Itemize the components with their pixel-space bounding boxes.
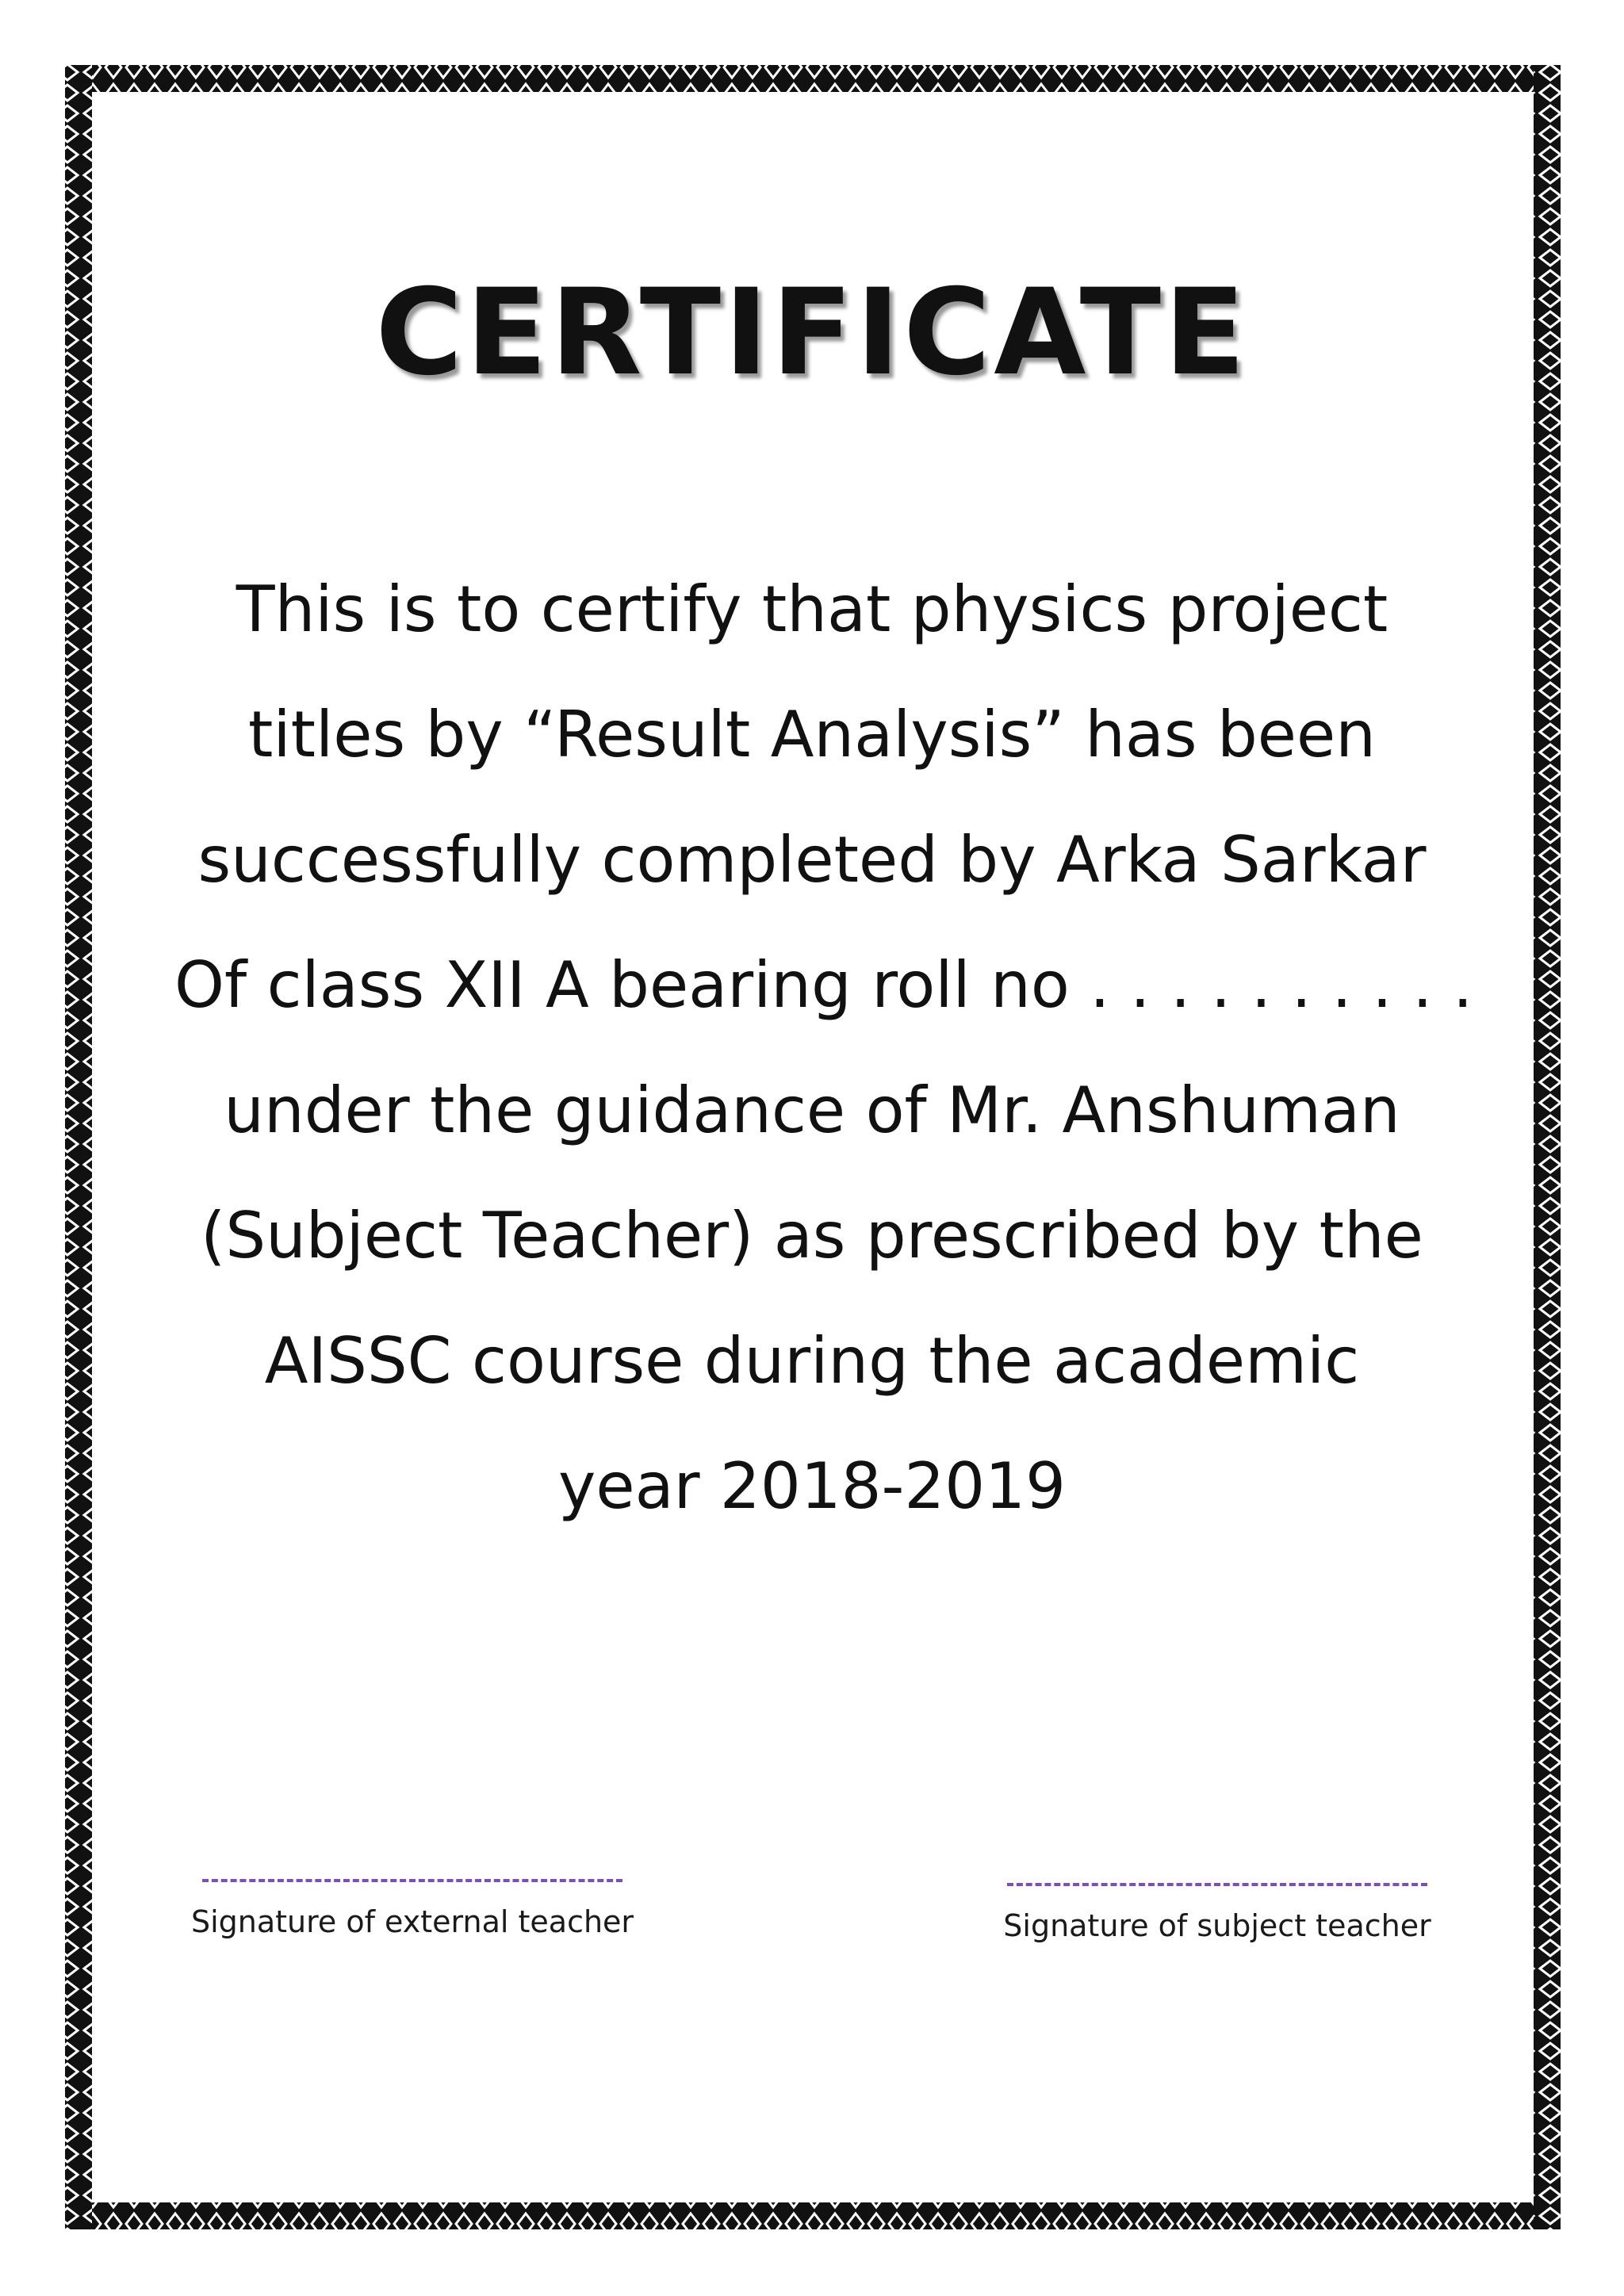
body-line: (Subject Teacher) as prescribed by the (201, 1199, 1423, 1272)
body-line: titles by “Result Analysis” has been (248, 698, 1376, 771)
signature-line (1007, 1883, 1427, 1886)
external-teacher-signature-label: Signature of external teacher (190, 1904, 634, 1939)
subject-teacher-signature-label: Signature of subject teacher (1003, 1908, 1431, 1943)
body-line: Of class XII A bearing roll no . . . . . . . . . . (174, 948, 1473, 1022)
body-line: under the guidance of Mr. Anshuman (224, 1073, 1400, 1147)
external-teacher-signature-block (190, 1879, 634, 1939)
body-line: AISSC course during the academic (264, 1324, 1360, 1398)
certificate-body (174, 547, 1473, 1549)
body-line: This is to certify that physics project (236, 572, 1388, 646)
signature-line (202, 1879, 622, 1882)
subject-teacher-signature-block (995, 1883, 1439, 1943)
certificate-title: CERTIFICATE (375, 264, 1249, 402)
body-line: successfully completed by Arka Sarkar (197, 823, 1427, 897)
body-line: year 2018-2019 (558, 1449, 1066, 1523)
